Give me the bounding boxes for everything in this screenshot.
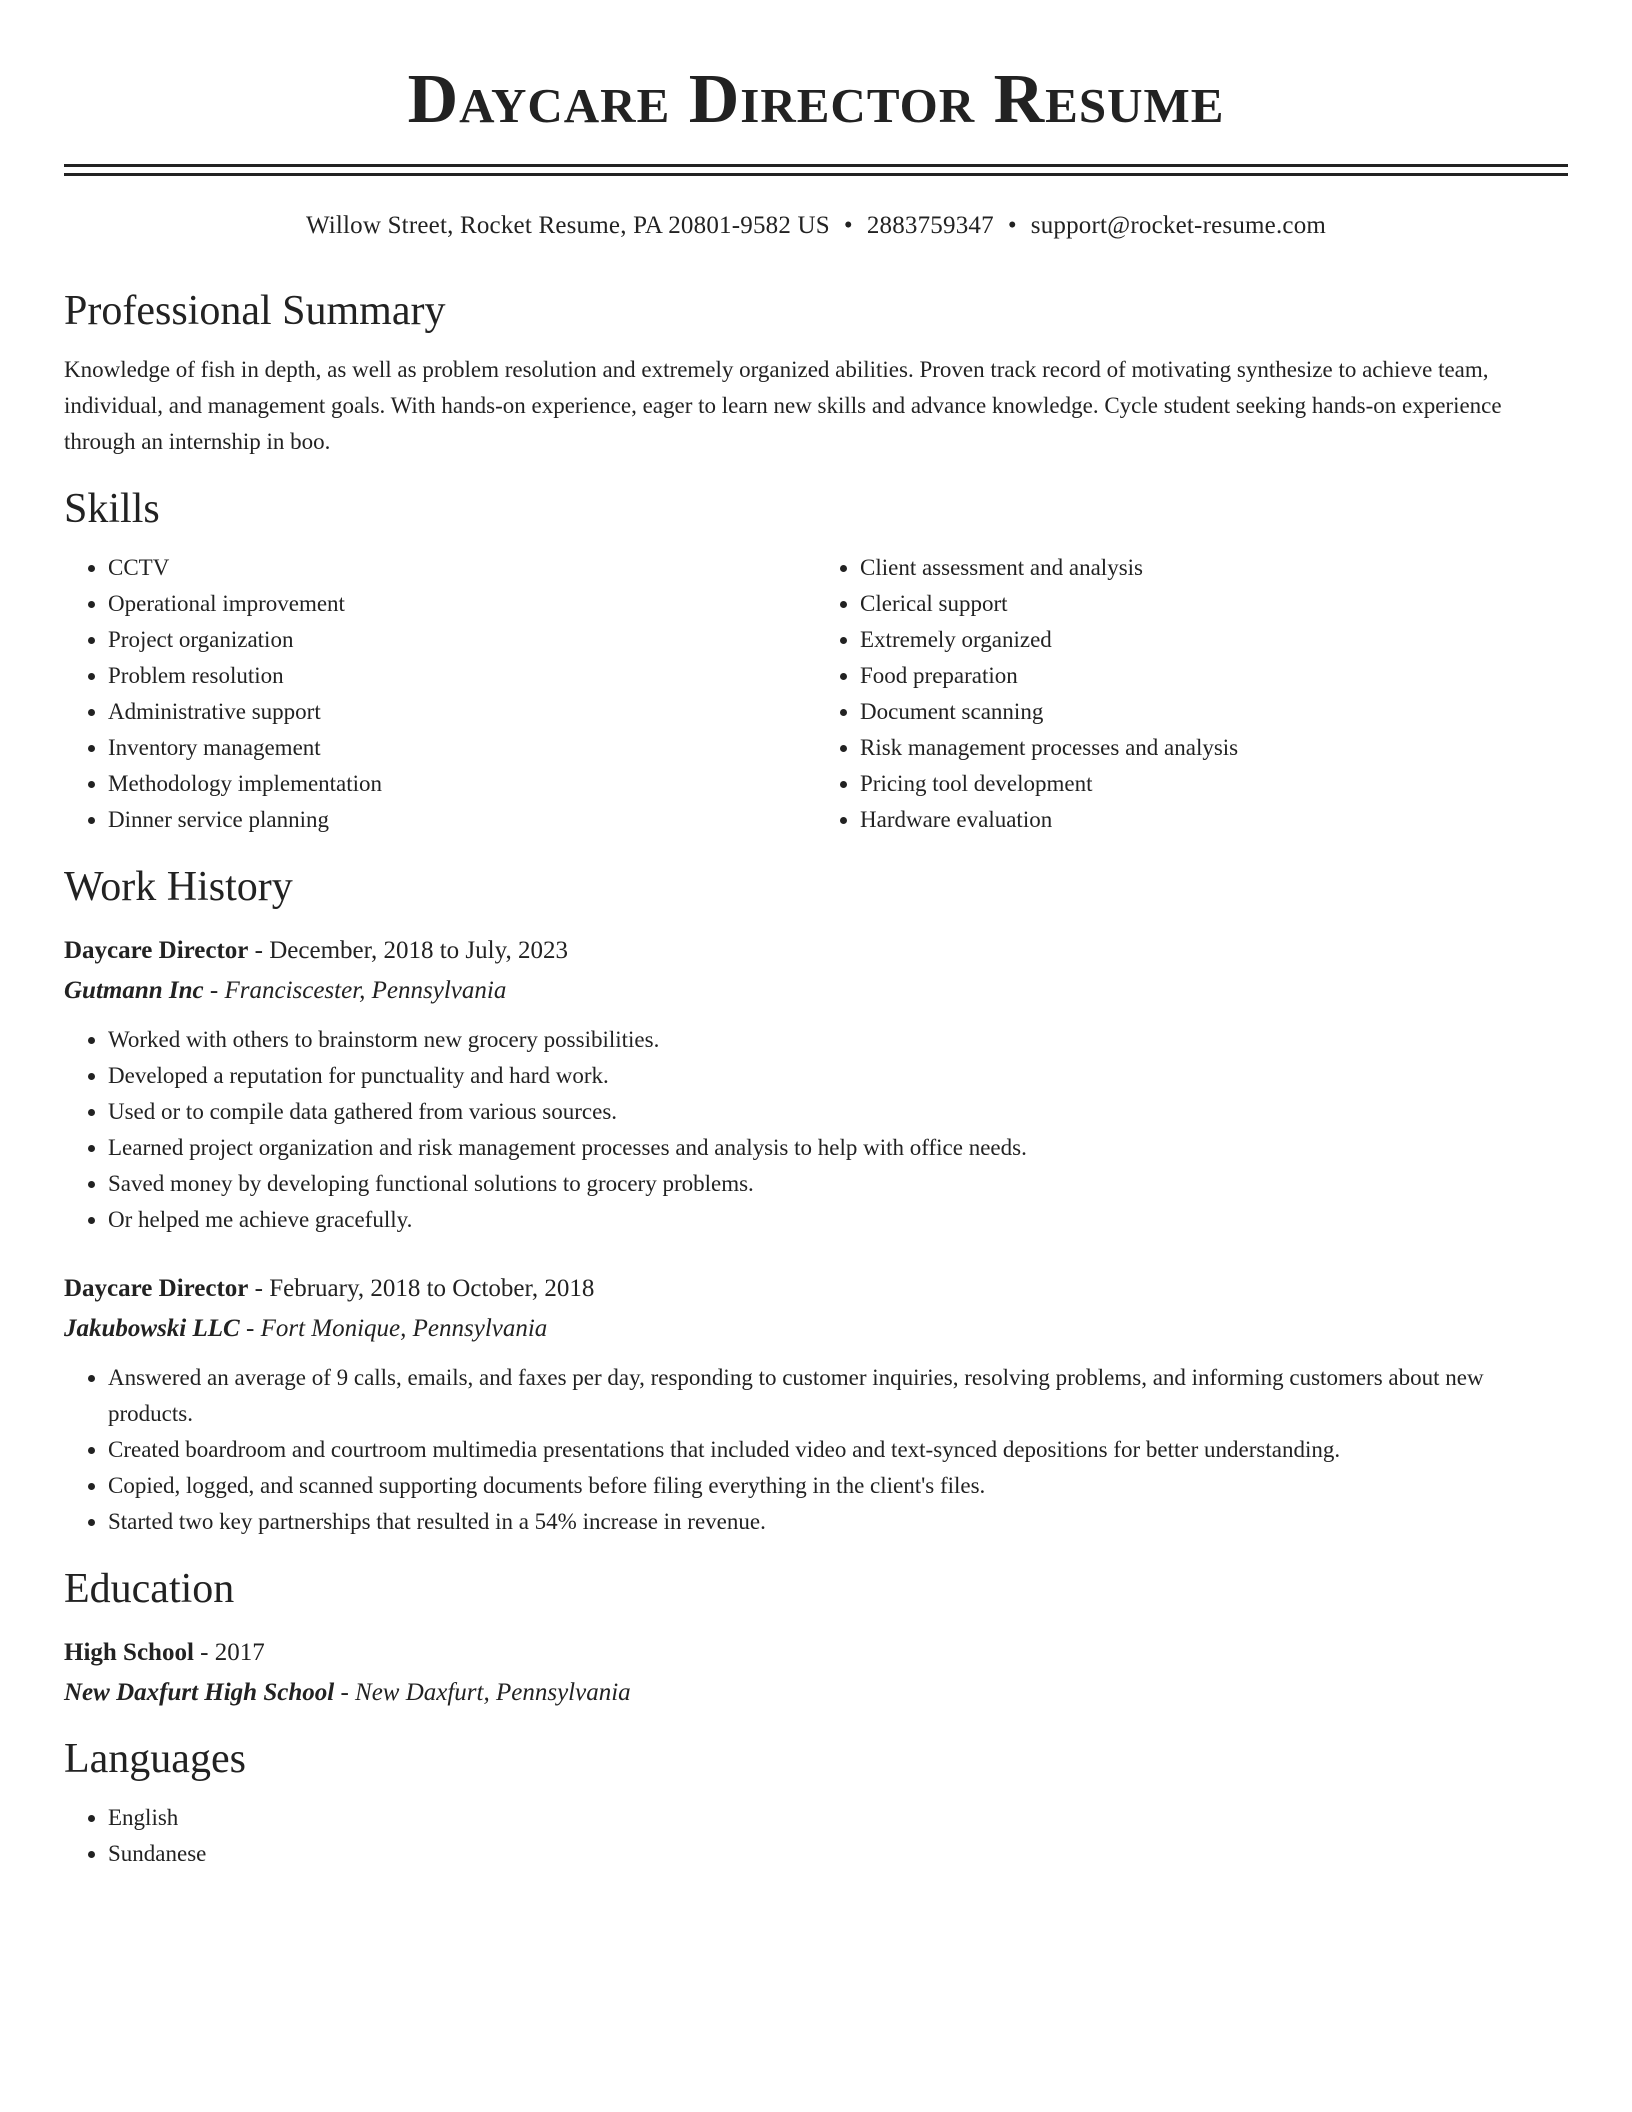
skill-item: • CCTV	[108, 550, 816, 586]
job-header: Daycare Director - December, 2018 to July, 2023	[64, 937, 568, 964]
education-heading: Education	[64, 1566, 235, 1612]
contact-phone: 2883759347	[866, 212, 994, 239]
job-bullet: • Or helped me achieve gracefully.	[108, 1202, 1568, 1238]
contact-address: Willow Street, Rocket Resume, PA 20801-9582 US	[305, 212, 830, 239]
job-location: Fort Monique, Pennsylvania	[260, 1315, 548, 1342]
title-rule-top	[64, 164, 1568, 167]
skill-item: • Client assessment and analysis	[860, 550, 1568, 586]
skill-item: • Clerical support	[860, 586, 1568, 622]
skill-item: • Inventory management	[108, 730, 816, 766]
job-bullet: • Worked with others to brainstorm new grocery possibilities.	[108, 1022, 1568, 1058]
job-bullet: • Answered an average of 9 calls, emails, and faxes per day, responding to customer inquiries, resolving problems, and informing customers about new products.	[108, 1360, 1568, 1432]
skill-item: • Document scanning	[860, 694, 1568, 730]
skill-item: • Methodology implementation	[108, 766, 816, 802]
languages-heading: Languages	[64, 1736, 246, 1782]
summary-section	[64, 286, 1568, 460]
education-location: New Daxfurt, Pennsylvania	[355, 1679, 631, 1706]
contact-separator: •	[1007, 212, 1017, 239]
education-year: 2017	[214, 1639, 265, 1666]
job-entry	[64, 1272, 1568, 1540]
skills-heading: Skills	[64, 486, 160, 532]
job-bullet: • Started two key partnerships that resulted in a 54% increase in revenue.	[108, 1504, 1568, 1540]
resume-title: Daycare Director Resume	[407, 61, 1225, 138]
job-entry	[64, 934, 1568, 1238]
job-bullet: • Created boardroom and courtroom multimedia presentations that included video and text-synced depositions for better understanding.	[108, 1432, 1568, 1468]
job-title: Daycare Director	[64, 1275, 249, 1302]
summary-heading: Professional Summary	[64, 288, 446, 334]
job-bullet: • Developed a reputation for punctuality and hard work.	[108, 1058, 1568, 1094]
skill-item: • Dinner service planning	[108, 802, 816, 838]
education-entry	[64, 1636, 1568, 1710]
job-company-line: Jakubowski LLC - Fort Monique, Pennsylvania	[64, 1315, 548, 1342]
job-location: Franciscester, Pennsylvania	[224, 977, 507, 1004]
education-section	[64, 1564, 1568, 1710]
contact-line	[64, 210, 1568, 242]
education-degree: High School	[64, 1639, 194, 1666]
education-school: New Daxfurt High School	[64, 1679, 335, 1706]
skills-columns	[64, 550, 1568, 838]
summary-text: Knowledge of fish in depth, as well as problem resolution and extremely organized abilities. Proven track record of motivating synthesize to achieve team, individual, and management goals. With hands-on experience, eager to learn new skills and advance knowledge. Cycle student seeking hands-on experience through an internship in boo.	[64, 357, 1502, 454]
skill-item: • Risk management processes and analysis	[860, 730, 1568, 766]
languages-list	[64, 1800, 1568, 1872]
skill-item: • Food preparation	[860, 658, 1568, 694]
contact-separator: •	[843, 212, 853, 239]
skill-item: • Pricing tool development	[860, 766, 1568, 802]
education-header: High School - 2017	[64, 1639, 265, 1666]
skill-item: • Administrative support	[108, 694, 816, 730]
job-bullets	[64, 1022, 1568, 1238]
skills-list-right	[816, 550, 1568, 838]
language-item: • English	[108, 1800, 1568, 1836]
skill-item: • Extremely organized	[860, 622, 1568, 658]
job-header: Daycare Director - February, 2018 to October, 2018	[64, 1275, 595, 1302]
work-history-section	[64, 862, 1568, 1540]
job-bullet: • Copied, logged, and scanned supporting documents before filing everything in the client's files.	[108, 1468, 1568, 1504]
job-dates: February, 2018 to October, 2018	[269, 1275, 595, 1302]
skill-item: • Project organization	[108, 622, 816, 658]
job-company: Jakubowski LLC	[64, 1315, 240, 1342]
work-history-heading: Work History	[64, 864, 293, 910]
education-school-line: New Daxfurt High School - New Daxfurt, Pennsylvania	[64, 1679, 631, 1706]
skills-list-left	[64, 550, 816, 838]
skill-item: • Operational improvement	[108, 586, 816, 622]
job-company-line: Gutmann Inc - Franciscester, Pennsylvania	[64, 977, 507, 1004]
language-item: • Sundanese	[108, 1836, 1568, 1872]
job-dates: December, 2018 to July, 2023	[269, 937, 568, 964]
skill-item: • Hardware evaluation	[860, 802, 1568, 838]
skills-section	[64, 484, 1568, 838]
job-company: Gutmann Inc	[64, 977, 204, 1004]
job-bullets	[64, 1360, 1568, 1540]
job-title: Daycare Director	[64, 937, 249, 964]
contact-email: support@rocket-resume.com	[1030, 212, 1327, 239]
job-bullet: • Saved money by developing functional solutions to grocery problems.	[108, 1166, 1568, 1202]
title-rule-bottom	[64, 173, 1568, 176]
languages-section	[64, 1734, 1568, 1872]
skill-item: • Problem resolution	[108, 658, 816, 694]
job-bullet: • Used or to compile data gathered from various sources.	[108, 1094, 1568, 1130]
job-bullet: • Learned project organization and risk management processes and analysis to help with office needs.	[108, 1130, 1568, 1166]
